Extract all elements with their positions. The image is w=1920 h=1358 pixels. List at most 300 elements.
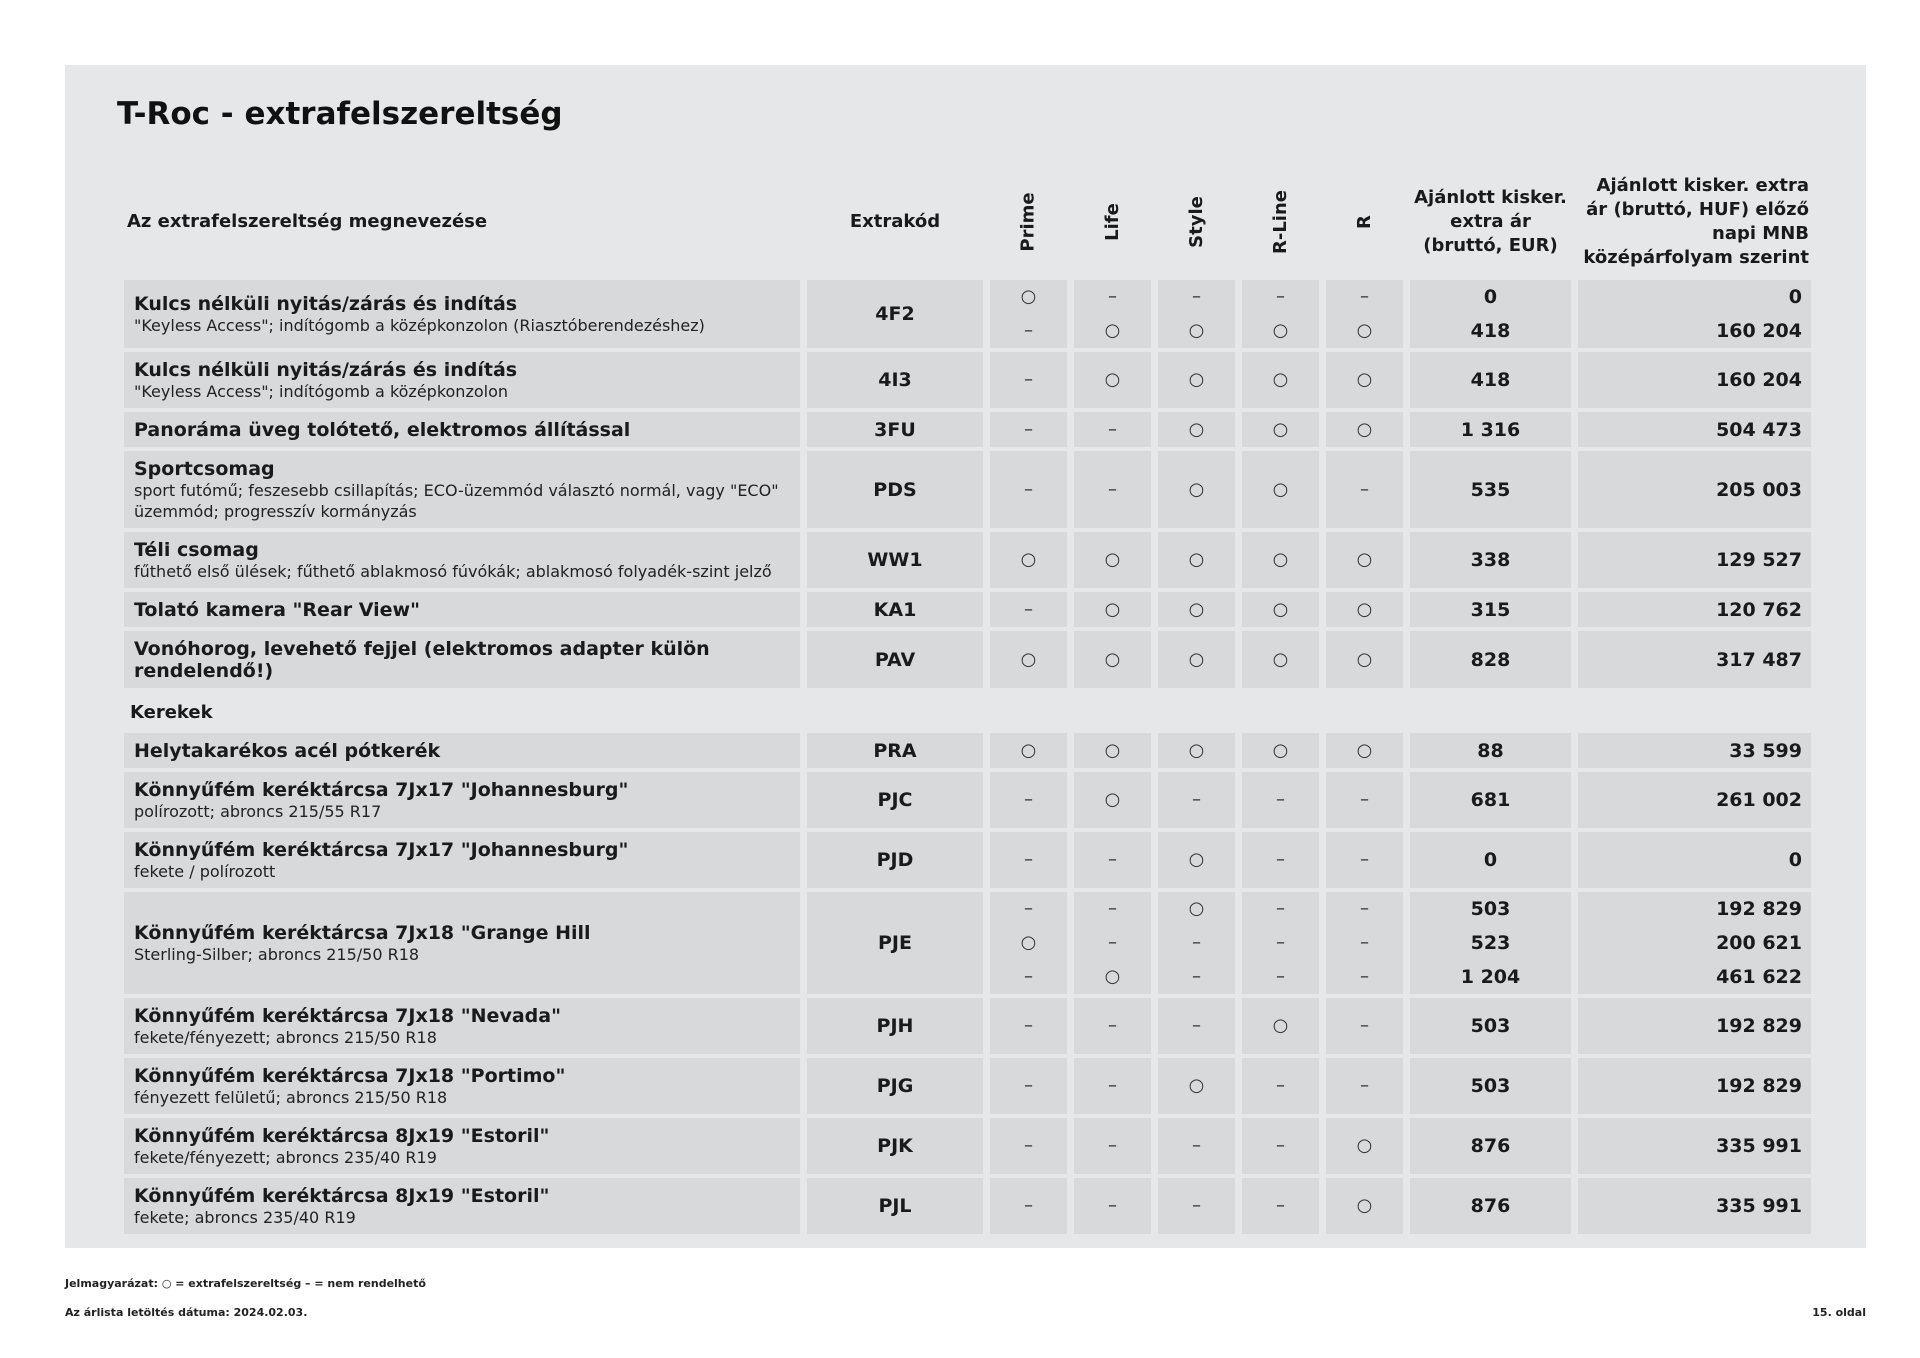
availability-cell bbox=[1074, 1118, 1151, 1174]
availability-mark: ○ bbox=[1020, 549, 1037, 570]
option-description: fekete; abroncs 235/40 R19 bbox=[134, 1208, 356, 1227]
availability-mark: ○ bbox=[1104, 966, 1121, 987]
table-row bbox=[124, 892, 1811, 994]
availability-cell bbox=[1242, 631, 1319, 688]
option-name: Tolató kamera "Rear View" bbox=[134, 599, 420, 621]
price-eur: 315 bbox=[1470, 598, 1511, 621]
availability-cell bbox=[1242, 998, 1319, 1054]
price-eur-cell bbox=[1410, 1178, 1571, 1234]
availability-mark: ○ bbox=[1104, 549, 1121, 570]
table-row bbox=[124, 532, 1811, 588]
availability-mark: – bbox=[1108, 1135, 1117, 1156]
option-name: Kulcs nélküli nyitás/zárás és indítás bbox=[134, 293, 518, 315]
price-eur-cell bbox=[1410, 832, 1571, 888]
availability-mark: ○ bbox=[1356, 1135, 1373, 1156]
availability-mark: ○ bbox=[1104, 598, 1121, 620]
availability-mark: ○ bbox=[1272, 1015, 1289, 1036]
availability-mark: ○ bbox=[1020, 932, 1037, 953]
availability-mark: – bbox=[1024, 1015, 1033, 1036]
price-huf-cell bbox=[1578, 832, 1811, 888]
availability-mark: – bbox=[1024, 1075, 1033, 1096]
price-huf: 129 527 bbox=[1716, 549, 1802, 571]
availability-cell bbox=[1158, 1178, 1235, 1234]
availability-mark: ○ bbox=[1272, 598, 1289, 620]
price-eur: 503 bbox=[1470, 898, 1511, 920]
availability-cell bbox=[1242, 1058, 1319, 1114]
availability-mark: – bbox=[1024, 478, 1033, 500]
price-eur: 0 bbox=[1483, 286, 1498, 308]
option-code: PJH bbox=[807, 998, 983, 1054]
option-name-cell bbox=[124, 1118, 800, 1174]
availability-mark: – bbox=[1360, 478, 1369, 500]
availability-cell bbox=[990, 532, 1067, 588]
availability-cell bbox=[990, 772, 1067, 828]
availability-mark: ○ bbox=[1272, 549, 1289, 570]
availability-cell bbox=[990, 631, 1067, 688]
option-description: Sterling-Silber; abroncs 215/50 R18 bbox=[134, 945, 420, 964]
price-eur: 535 bbox=[1470, 478, 1511, 501]
price-eur-cell bbox=[1410, 1058, 1571, 1114]
availability-mark: ○ bbox=[1188, 418, 1205, 440]
availability-cell bbox=[1326, 892, 1403, 994]
availability-cell bbox=[1242, 352, 1319, 408]
availability-cell bbox=[1074, 892, 1151, 994]
option-name-cell bbox=[124, 832, 800, 888]
availability-mark: ○ bbox=[1272, 320, 1289, 341]
section-row bbox=[124, 692, 1811, 729]
availability-mark: ○ bbox=[1272, 739, 1289, 761]
availability-mark: – bbox=[1360, 789, 1369, 810]
availability-cell bbox=[990, 1178, 1067, 1234]
option-code: PJC bbox=[807, 772, 983, 828]
price-huf: 192 829 bbox=[1716, 898, 1802, 920]
availability-cell bbox=[1326, 280, 1403, 348]
option-name-cell bbox=[124, 631, 800, 688]
availability-cell bbox=[1326, 733, 1403, 768]
availability-mark: ○ bbox=[1020, 739, 1037, 761]
availability-mark: ○ bbox=[1356, 648, 1373, 670]
option-name-cell bbox=[124, 451, 800, 528]
page-title: T-Roc - extrafelszereltség bbox=[117, 96, 563, 132]
availability-cell bbox=[990, 412, 1067, 447]
availability-mark: ○ bbox=[1272, 478, 1289, 500]
option-name-cell bbox=[124, 532, 800, 588]
price-huf: 200 621 bbox=[1716, 932, 1802, 954]
price-huf: 335 991 bbox=[1716, 1195, 1802, 1217]
availability-cell bbox=[1326, 592, 1403, 627]
price-huf-cell bbox=[1578, 631, 1811, 688]
price-huf-cell bbox=[1578, 280, 1811, 348]
option-name: Könnyűfém keréktárcsa 7Jx18 "Nevada" bbox=[134, 1005, 561, 1027]
option-name: Panoráma üveg tolótető, elektromos állítással bbox=[134, 419, 631, 441]
availability-mark: – bbox=[1108, 1015, 1117, 1036]
price-huf-cell bbox=[1578, 1058, 1811, 1114]
availability-mark: – bbox=[1024, 1135, 1033, 1156]
availability-mark: – bbox=[1024, 898, 1033, 919]
price-huf-cell bbox=[1578, 352, 1811, 408]
availability-mark: ○ bbox=[1356, 739, 1373, 761]
availability-mark: – bbox=[1108, 1075, 1117, 1096]
table-row bbox=[124, 1118, 1811, 1174]
availability-mark: – bbox=[1192, 966, 1201, 987]
availability-mark: ○ bbox=[1356, 418, 1373, 440]
price-eur: 0 bbox=[1483, 849, 1498, 871]
availability-cell bbox=[1074, 1178, 1151, 1234]
option-name-cell bbox=[124, 892, 800, 994]
price-eur: 828 bbox=[1470, 648, 1511, 671]
price-eur-cell bbox=[1410, 352, 1571, 408]
price-huf: 160 204 bbox=[1716, 369, 1802, 391]
option-code: 3FU bbox=[807, 412, 983, 447]
availability-mark: – bbox=[1276, 1195, 1285, 1216]
availability-cell bbox=[1326, 631, 1403, 688]
availability-mark: – bbox=[1360, 898, 1369, 919]
availability-mark: – bbox=[1108, 1195, 1117, 1216]
option-name-cell bbox=[124, 733, 800, 768]
availability-mark: – bbox=[1360, 1075, 1369, 1096]
availability-mark: ○ bbox=[1188, 739, 1205, 761]
availability-mark: ○ bbox=[1188, 478, 1205, 500]
option-name-cell bbox=[124, 772, 800, 828]
price-huf: 205 003 bbox=[1716, 478, 1802, 501]
option-name-cell bbox=[124, 998, 800, 1054]
availability-cell bbox=[1326, 532, 1403, 588]
download-date: Az árlista letöltés dátuma: 2024.02.03. bbox=[65, 1306, 308, 1319]
option-code: PJE bbox=[807, 892, 983, 994]
price-huf-cell bbox=[1578, 1178, 1811, 1234]
option-name: Könnyűfém keréktárcsa 8Jx19 "Estoril" bbox=[134, 1125, 550, 1147]
availability-mark: ○ bbox=[1356, 320, 1373, 341]
option-code: 4F2 bbox=[807, 280, 983, 348]
availability-cell bbox=[1074, 412, 1151, 447]
price-eur-cell bbox=[1410, 412, 1571, 447]
availability-cell bbox=[1242, 280, 1319, 348]
option-description: "Keyless Access"; indítógomb a középkonzolon bbox=[134, 382, 509, 401]
option-description: sport futómű; feszesebb csillapítás; ECO-üzemmód választó normál, vagy "ECO" üzemmód; progresszív kormányzás bbox=[134, 481, 779, 521]
availability-cell bbox=[1326, 451, 1403, 528]
option-name: Téli csomag bbox=[134, 539, 259, 561]
price-eur-cell bbox=[1410, 280, 1571, 348]
price-eur: 418 bbox=[1470, 320, 1511, 342]
section-label: Kerekek bbox=[130, 702, 213, 723]
availability-mark: – bbox=[1276, 789, 1285, 810]
price-eur: 418 bbox=[1470, 369, 1511, 391]
availability-mark: ○ bbox=[1188, 1075, 1205, 1096]
table-row bbox=[124, 998, 1811, 1054]
availability-mark: – bbox=[1108, 286, 1117, 307]
availability-cell bbox=[1158, 592, 1235, 627]
option-description: fekete/fényezett; abroncs 215/50 R18 bbox=[134, 1028, 437, 1047]
availability-mark: – bbox=[1024, 789, 1033, 810]
option-description: fekete / polírozott bbox=[134, 862, 276, 881]
price-eur: 523 bbox=[1470, 932, 1511, 954]
availability-cell bbox=[990, 733, 1067, 768]
availability-cell bbox=[990, 592, 1067, 627]
availability-cell bbox=[1242, 892, 1319, 994]
availability-mark: ○ bbox=[1272, 648, 1289, 670]
option-code: WW1 bbox=[807, 532, 983, 588]
availability-mark: – bbox=[1276, 1075, 1285, 1096]
availability-mark: ○ bbox=[1272, 369, 1289, 390]
option-name: Helytakarékos acél pótkerék bbox=[134, 740, 441, 762]
availability-cell bbox=[1074, 1058, 1151, 1114]
availability-mark: – bbox=[1192, 1135, 1201, 1156]
price-eur-cell bbox=[1410, 451, 1571, 528]
table-row bbox=[124, 631, 1811, 688]
availability-cell bbox=[990, 998, 1067, 1054]
header-variant-style: Style bbox=[1185, 196, 1207, 248]
price-huf: 33 599 bbox=[1729, 739, 1802, 762]
price-huf-cell bbox=[1578, 412, 1811, 447]
availability-cell bbox=[1158, 832, 1235, 888]
header-variant-rline: R-Line bbox=[1269, 190, 1291, 254]
availability-mark: – bbox=[1276, 1135, 1285, 1156]
availability-mark: – bbox=[1024, 849, 1033, 870]
price-huf: 192 829 bbox=[1716, 1015, 1802, 1037]
option-name-cell bbox=[124, 412, 800, 447]
table-row bbox=[124, 733, 1811, 768]
option-name: Kulcs nélküli nyitás/zárás és indítás bbox=[134, 359, 518, 381]
price-huf: 261 002 bbox=[1716, 789, 1802, 811]
price-eur-cell bbox=[1410, 733, 1571, 768]
availability-mark: – bbox=[1276, 286, 1285, 307]
price-eur: 876 bbox=[1470, 1195, 1511, 1217]
availability-mark: ○ bbox=[1104, 789, 1121, 810]
header-name: Az extrafelszereltség megnevezése bbox=[127, 211, 488, 232]
availability-cell bbox=[1242, 733, 1319, 768]
price-huf-cell bbox=[1578, 772, 1811, 828]
availability-mark: – bbox=[1108, 478, 1117, 500]
price-eur: 1 204 bbox=[1460, 966, 1521, 988]
price-huf-cell bbox=[1578, 532, 1811, 588]
availability-mark: – bbox=[1108, 418, 1117, 440]
price-huf-cell bbox=[1578, 733, 1811, 768]
availability-mark: – bbox=[1024, 1195, 1033, 1216]
availability-cell bbox=[1074, 280, 1151, 348]
header-eur: Ajánlott kisker. extra ár (bruttó, EUR) bbox=[1414, 187, 1567, 256]
availability-cell bbox=[1326, 832, 1403, 888]
availability-cell bbox=[1074, 451, 1151, 528]
availability-cell bbox=[1074, 733, 1151, 768]
price-eur: 681 bbox=[1470, 789, 1511, 811]
option-name-cell bbox=[124, 592, 800, 627]
availability-mark: ○ bbox=[1020, 648, 1037, 670]
availability-cell bbox=[1158, 733, 1235, 768]
availability-mark: ○ bbox=[1104, 369, 1121, 390]
price-eur: 1 316 bbox=[1460, 418, 1521, 441]
availability-cell bbox=[1326, 1178, 1403, 1234]
availability-mark: ○ bbox=[1356, 549, 1373, 570]
availability-mark: – bbox=[1024, 320, 1033, 341]
availability-mark: – bbox=[1360, 966, 1369, 987]
option-description: fűthető első ülések; fűthető ablakmosó fúvókák; ablakmosó folyadék-szint jelző bbox=[134, 562, 772, 581]
price-eur-cell bbox=[1410, 1118, 1571, 1174]
price-eur: 503 bbox=[1470, 1015, 1511, 1037]
option-name: Könnyűfém keréktárcsa 8Jx19 "Estoril" bbox=[134, 1185, 550, 1207]
table-row bbox=[124, 592, 1811, 627]
option-name: Könnyűfém keréktárcsa 7Jx17 "Johannesburg" bbox=[134, 839, 629, 861]
availability-mark: – bbox=[1276, 849, 1285, 870]
availability-mark: – bbox=[1360, 849, 1369, 870]
availability-cell bbox=[1074, 832, 1151, 888]
price-huf-cell bbox=[1578, 592, 1811, 627]
availability-mark: ○ bbox=[1188, 849, 1205, 870]
price-huf: 0 bbox=[1788, 849, 1802, 871]
availability-cell bbox=[1158, 998, 1235, 1054]
option-name: Könnyűfém keréktárcsa 7Jx17 "Johannesburg" bbox=[134, 779, 629, 801]
availability-cell bbox=[1326, 352, 1403, 408]
availability-cell bbox=[1158, 412, 1235, 447]
price-huf: 335 991 bbox=[1716, 1135, 1802, 1157]
option-description: fényezett felületű; abroncs 215/50 R18 bbox=[134, 1088, 448, 1107]
option-code: PJG bbox=[807, 1058, 983, 1114]
option-code: PJK bbox=[807, 1118, 983, 1174]
availability-cell bbox=[1158, 280, 1235, 348]
price-eur: 88 bbox=[1477, 739, 1504, 762]
availability-mark: ○ bbox=[1188, 320, 1205, 341]
availability-mark: ○ bbox=[1188, 549, 1205, 570]
availability-cell bbox=[1074, 998, 1151, 1054]
table-row bbox=[124, 1058, 1811, 1114]
availability-cell bbox=[1158, 772, 1235, 828]
price-eur: 338 bbox=[1470, 549, 1511, 571]
price-huf-cell bbox=[1578, 451, 1811, 528]
price-huf: 504 473 bbox=[1716, 418, 1802, 441]
availability-cell bbox=[990, 892, 1067, 994]
option-description: fekete/fényezett; abroncs 235/40 R19 bbox=[134, 1148, 437, 1167]
availability-mark: – bbox=[1360, 286, 1369, 307]
price-eur-cell bbox=[1410, 532, 1571, 588]
table-row bbox=[124, 451, 1811, 528]
table-row bbox=[124, 1178, 1811, 1234]
availability-cell bbox=[1074, 772, 1151, 828]
availability-cell bbox=[1326, 998, 1403, 1054]
availability-mark: – bbox=[1360, 932, 1369, 953]
availability-mark: – bbox=[1108, 898, 1117, 919]
price-eur-cell bbox=[1410, 631, 1571, 688]
header-variant-life: Life bbox=[1101, 203, 1123, 241]
table-row bbox=[124, 772, 1811, 828]
availability-cell bbox=[1242, 412, 1319, 447]
price-huf: 160 204 bbox=[1716, 320, 1802, 342]
page-number: 15. oldal bbox=[1812, 1306, 1866, 1319]
availability-mark: – bbox=[1024, 369, 1033, 390]
price-huf: 317 487 bbox=[1716, 648, 1802, 671]
price-eur: 876 bbox=[1470, 1135, 1511, 1157]
price-huf-cell bbox=[1578, 998, 1811, 1054]
option-name-cell bbox=[124, 1058, 800, 1114]
price-eur-cell bbox=[1410, 892, 1571, 994]
availability-mark: ○ bbox=[1104, 739, 1121, 761]
availability-cell bbox=[990, 1118, 1067, 1174]
option-description: polírozott; abroncs 215/55 R17 bbox=[134, 802, 382, 821]
option-code: 4I3 bbox=[807, 352, 983, 408]
option-name: Vonóhorog, levehető fejjel (elektromos adapter külön rendelendő!) bbox=[134, 638, 710, 682]
availability-cell bbox=[1242, 1118, 1319, 1174]
option-name: Könnyűfém keréktárcsa 7Jx18 "Portimo" bbox=[134, 1065, 566, 1087]
table-row bbox=[124, 412, 1811, 447]
header-variant-r: R bbox=[1353, 215, 1375, 229]
availability-cell bbox=[1242, 451, 1319, 528]
availability-cell bbox=[1242, 532, 1319, 588]
availability-mark: – bbox=[1108, 849, 1117, 870]
availability-cell bbox=[1158, 892, 1235, 994]
price-eur: 503 bbox=[1470, 1075, 1511, 1097]
option-code: PAV bbox=[807, 631, 983, 688]
availability-mark: – bbox=[1276, 966, 1285, 987]
price-eur-cell bbox=[1410, 772, 1571, 828]
price-huf: 192 829 bbox=[1716, 1075, 1802, 1097]
availability-cell bbox=[1158, 352, 1235, 408]
availability-mark: – bbox=[1192, 1195, 1201, 1216]
availability-mark: ○ bbox=[1356, 369, 1373, 390]
availability-mark: ○ bbox=[1356, 598, 1373, 620]
availability-cell bbox=[1158, 532, 1235, 588]
price-eur-cell bbox=[1410, 998, 1571, 1054]
availability-mark: – bbox=[1192, 1015, 1201, 1036]
availability-cell bbox=[990, 451, 1067, 528]
availability-cell bbox=[1158, 631, 1235, 688]
availability-cell bbox=[1158, 451, 1235, 528]
availability-mark: ○ bbox=[1104, 648, 1121, 670]
option-name-cell bbox=[124, 352, 800, 408]
option-code: PDS bbox=[807, 451, 983, 528]
price-huf: 0 bbox=[1788, 286, 1802, 308]
availability-mark: ○ bbox=[1104, 320, 1121, 341]
header-variant-prime: Prime bbox=[1017, 192, 1039, 252]
availability-cell bbox=[990, 832, 1067, 888]
availability-mark: ○ bbox=[1188, 648, 1205, 670]
option-name-cell bbox=[124, 1178, 800, 1234]
table-row bbox=[124, 352, 1811, 408]
availability-mark: – bbox=[1192, 932, 1201, 953]
availability-mark: – bbox=[1360, 1015, 1369, 1036]
options-table bbox=[117, 164, 1818, 1238]
availability-mark: ○ bbox=[1020, 286, 1037, 307]
availability-mark: – bbox=[1276, 898, 1285, 919]
availability-cell bbox=[1242, 772, 1319, 828]
availability-cell bbox=[1326, 1058, 1403, 1114]
availability-cell bbox=[1326, 1118, 1403, 1174]
availability-mark: – bbox=[1276, 932, 1285, 953]
option-code: PJL bbox=[807, 1178, 983, 1234]
availability-cell bbox=[990, 1058, 1067, 1114]
price-huf: 120 762 bbox=[1716, 598, 1802, 621]
availability-cell bbox=[1158, 1058, 1235, 1114]
availability-cell bbox=[990, 280, 1067, 348]
availability-mark: – bbox=[1192, 286, 1201, 307]
availability-cell bbox=[1074, 532, 1151, 588]
legend: Jelmagyarázat: ○ = extrafelszereltség – = nem rendelhető bbox=[65, 1277, 426, 1290]
availability-mark: ○ bbox=[1188, 598, 1205, 620]
price-huf-cell bbox=[1578, 892, 1811, 994]
availability-cell bbox=[1242, 592, 1319, 627]
table-row bbox=[124, 832, 1811, 888]
table-header-row bbox=[124, 168, 1811, 276]
price-huf-cell bbox=[1578, 1118, 1811, 1174]
table-row bbox=[124, 280, 1811, 348]
option-description: "Keyless Access"; indítógomb a középkonzolon (Riasztóberendezéshez) bbox=[134, 316, 705, 335]
availability-mark: ○ bbox=[1356, 1195, 1373, 1216]
availability-cell bbox=[1242, 832, 1319, 888]
availability-cell bbox=[1158, 1118, 1235, 1174]
availability-cell bbox=[1242, 1178, 1319, 1234]
price-eur-cell bbox=[1410, 592, 1571, 627]
availability-cell bbox=[1074, 352, 1151, 408]
availability-mark: – bbox=[1108, 932, 1117, 953]
availability-cell bbox=[1326, 412, 1403, 447]
header-huf: Ajánlott kisker. extra ár (bruttó, HUF) előző napi MNB középárfolyam szerint bbox=[1583, 175, 1809, 268]
